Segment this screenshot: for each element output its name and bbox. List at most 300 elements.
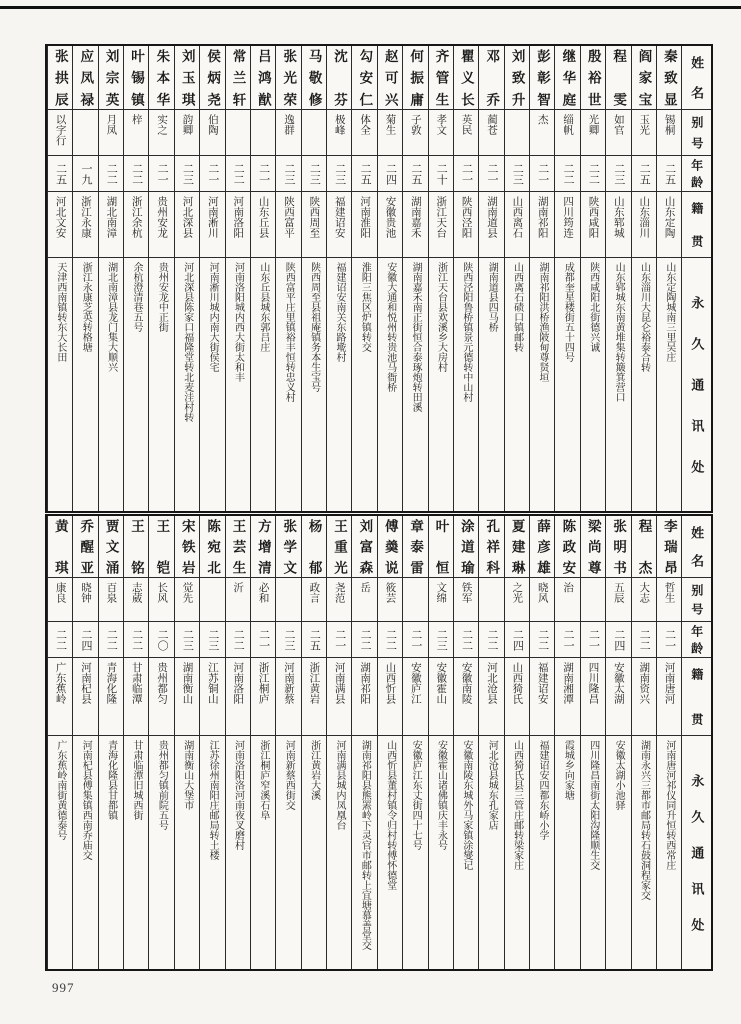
age-cell bbox=[251, 156, 275, 192]
native-cell bbox=[530, 192, 554, 258]
native-cell bbox=[530, 658, 554, 736]
alias-value: 沂 bbox=[232, 582, 244, 593]
name-cell bbox=[149, 516, 173, 578]
alias-value: 筱芸 bbox=[384, 582, 396, 603]
name-cell bbox=[378, 516, 402, 578]
native-value: 湖南嘉禾 bbox=[409, 196, 421, 238]
header-age bbox=[682, 622, 711, 658]
address-value: 山西忻县董村镇令归村转傅怀德堂 bbox=[384, 740, 396, 890]
alias-cell bbox=[226, 578, 250, 622]
age-value: 二一 bbox=[536, 162, 549, 185]
address-value: 江苏徐州南阳庄邮局转土楼 bbox=[207, 740, 219, 860]
alias-value: 大志 bbox=[638, 582, 650, 603]
name-value: 傅羮说 bbox=[382, 519, 398, 574]
header-column bbox=[681, 516, 711, 969]
address-value: 安徽霍山诸佛镇庆丰永号 bbox=[435, 740, 447, 850]
alias-cell bbox=[251, 578, 275, 622]
header-alias bbox=[682, 110, 711, 156]
address-cell bbox=[149, 736, 173, 969]
age-value: 二三 bbox=[282, 162, 295, 185]
native-value: 河南洛阳 bbox=[232, 196, 244, 238]
header-address-label: 永久通讯处 bbox=[689, 296, 705, 473]
entry-column bbox=[148, 46, 173, 511]
address-value: 淮阳三焦区炉镇转交 bbox=[359, 262, 371, 352]
age-cell bbox=[99, 622, 123, 658]
age-cell bbox=[530, 622, 554, 658]
age-value: 二二 bbox=[384, 628, 397, 651]
address-value: 成都奎星楼街五十四号 bbox=[562, 262, 574, 362]
alias-value: 杰 bbox=[536, 114, 548, 125]
age-cell bbox=[555, 622, 579, 658]
name-cell bbox=[200, 46, 224, 110]
alias-cell bbox=[581, 578, 605, 622]
entry-column bbox=[453, 46, 478, 511]
native-cell bbox=[632, 192, 656, 258]
age-value: 二一 bbox=[562, 628, 575, 651]
native-cell bbox=[657, 192, 681, 258]
name-value: 贾文涌 bbox=[103, 519, 119, 574]
name-value: 殷裕世 bbox=[585, 49, 601, 106]
address-cell bbox=[429, 736, 453, 969]
native-value: 河南新蔡 bbox=[282, 662, 294, 704]
age-cell bbox=[175, 156, 199, 192]
address-value: 贵州都匀镇前院五号 bbox=[156, 740, 168, 830]
name-value: 李瑞昂 bbox=[661, 519, 677, 574]
name-value: 程杰 bbox=[636, 519, 652, 574]
entry-column bbox=[529, 516, 554, 969]
address-value: 安徽庐江东丈街四十七号 bbox=[410, 740, 422, 850]
header-name bbox=[682, 516, 711, 578]
address-cell bbox=[48, 736, 72, 969]
entry-column bbox=[301, 46, 326, 511]
address-value: 福建诏安南关东路墘村 bbox=[333, 262, 345, 362]
name-value: 张拱辰 bbox=[52, 49, 68, 106]
entry-column bbox=[326, 46, 351, 511]
alias-cell bbox=[226, 110, 250, 156]
name-value: 黄琪 bbox=[52, 519, 68, 574]
alias-cell bbox=[200, 110, 224, 156]
age-value: 二十 bbox=[435, 162, 448, 185]
native-cell bbox=[200, 192, 224, 258]
entry-column bbox=[47, 516, 72, 969]
entry-column bbox=[148, 516, 173, 969]
address-cell bbox=[200, 736, 224, 969]
age-value: 二一 bbox=[257, 628, 270, 651]
address-cell bbox=[632, 258, 656, 511]
age-cell bbox=[327, 622, 351, 658]
address-value: 湖南衡山大堡市 bbox=[181, 740, 193, 810]
address-cell bbox=[454, 736, 478, 969]
age-cell bbox=[581, 156, 605, 192]
native-value: 陕西咸阳 bbox=[587, 196, 599, 238]
alias-cell bbox=[657, 578, 681, 622]
name-cell bbox=[530, 46, 554, 110]
age-value: 二三 bbox=[181, 162, 194, 185]
age-value: 二二 bbox=[54, 628, 67, 651]
address-cell bbox=[429, 258, 453, 511]
name-cell bbox=[657, 46, 681, 110]
alias-value: 如官 bbox=[612, 114, 624, 135]
age-value: 二一 bbox=[206, 162, 219, 185]
native-cell bbox=[175, 192, 199, 258]
native-value: 安徽太湖 bbox=[612, 662, 624, 704]
name-value: 薛彦雄 bbox=[534, 519, 550, 574]
address-cell bbox=[632, 736, 656, 969]
alias-cell bbox=[530, 578, 554, 622]
entry-column bbox=[199, 516, 224, 969]
alias-value: 极峰 bbox=[333, 114, 345, 135]
header-name bbox=[682, 46, 711, 110]
age-cell bbox=[48, 156, 72, 192]
address-value: 安徽大通和悦州转贵池马衙桥 bbox=[384, 262, 396, 392]
name-value: 叶恒 bbox=[433, 519, 449, 574]
name-cell bbox=[479, 516, 503, 578]
age-cell bbox=[429, 622, 453, 658]
header-native bbox=[682, 192, 711, 258]
native-cell bbox=[429, 658, 453, 736]
name-cell bbox=[124, 46, 148, 110]
address-cell bbox=[403, 736, 427, 969]
alias-value: 文绵 bbox=[435, 582, 447, 603]
native-value: 青海化隆 bbox=[105, 662, 117, 704]
address-value: 福建诏安四都东峤小学 bbox=[536, 740, 548, 840]
alias-cell bbox=[200, 578, 224, 622]
alias-cell bbox=[606, 110, 630, 156]
alias-cell bbox=[302, 578, 326, 622]
alias-cell bbox=[99, 578, 123, 622]
name-cell bbox=[99, 516, 123, 578]
native-value: 山东定陶 bbox=[663, 196, 675, 238]
age-cell bbox=[555, 156, 579, 192]
age-cell bbox=[276, 622, 300, 658]
native-value: 山东丘县 bbox=[257, 196, 269, 238]
address-value: 贵州安龙中正街 bbox=[156, 262, 168, 332]
native-value: 浙江黄岩 bbox=[308, 662, 320, 704]
age-value: 二五 bbox=[54, 162, 67, 185]
native-value: 福建诏安 bbox=[536, 662, 548, 704]
entry-column bbox=[98, 516, 123, 969]
native-cell bbox=[276, 192, 300, 258]
native-value: 湖南湘潭 bbox=[562, 662, 574, 704]
header-native-label: 籍贯 bbox=[689, 668, 704, 725]
alias-cell bbox=[99, 110, 123, 156]
name-value: 阎家宝 bbox=[636, 49, 652, 106]
age-cell bbox=[632, 622, 656, 658]
native-cell bbox=[149, 192, 173, 258]
alias-value: 之光 bbox=[511, 582, 523, 603]
native-value: 安徽贵池 bbox=[384, 196, 396, 238]
header-alias bbox=[682, 578, 711, 622]
alias-cell bbox=[657, 110, 681, 156]
native-value: 贵州都匀 bbox=[156, 662, 168, 704]
native-value: 山东郓城 bbox=[612, 196, 624, 238]
age-value: 二三 bbox=[206, 628, 219, 651]
native-value: 湖南祁阳 bbox=[359, 662, 371, 704]
native-cell bbox=[302, 192, 326, 258]
age-value: 二二 bbox=[105, 162, 118, 185]
address-value: 安徽太湖小池驿 bbox=[613, 740, 625, 810]
alias-cell bbox=[149, 110, 173, 156]
age-value: 二五 bbox=[409, 162, 422, 185]
age-value: 二五 bbox=[359, 162, 372, 185]
native-value: 陕西周至 bbox=[308, 196, 320, 238]
native-cell bbox=[581, 658, 605, 736]
address-cell bbox=[175, 258, 199, 511]
age-value: 二三 bbox=[308, 162, 321, 185]
address-value: 浙江桐庐窄溪石阜 bbox=[257, 740, 269, 820]
native-cell bbox=[403, 192, 427, 258]
native-value: 湖南祁阳 bbox=[536, 196, 548, 238]
name-value: 刘宗英 bbox=[103, 49, 119, 106]
entry-column bbox=[529, 46, 554, 511]
age-cell bbox=[581, 622, 605, 658]
address-cell bbox=[479, 258, 503, 511]
entry-column bbox=[580, 516, 605, 969]
name-value: 叶锡镇 bbox=[128, 49, 144, 106]
alias-cell bbox=[454, 110, 478, 156]
name-value: 刘富森 bbox=[357, 519, 373, 574]
native-cell bbox=[403, 658, 427, 736]
age-value: 二二 bbox=[638, 628, 651, 651]
address-cell bbox=[581, 736, 605, 969]
name-cell bbox=[505, 516, 529, 578]
name-cell bbox=[327, 46, 351, 110]
age-cell bbox=[352, 622, 376, 658]
age-value: 二一 bbox=[156, 162, 169, 185]
address-cell bbox=[530, 258, 554, 511]
name-value: 王芸生 bbox=[230, 519, 246, 574]
address-cell bbox=[99, 258, 123, 511]
age-cell bbox=[149, 622, 173, 658]
entry-column bbox=[275, 46, 300, 511]
entry-column bbox=[504, 46, 529, 511]
address-value: 河南洛阳城内西大街太和丰 bbox=[232, 262, 244, 382]
alias-value: 伯陶 bbox=[206, 114, 218, 135]
native-value: 浙江天台 bbox=[435, 196, 447, 238]
age-value: 二三 bbox=[282, 628, 295, 651]
address-value: 陕西富平庄里镇裕丰恒转忠义村 bbox=[283, 262, 295, 402]
native-cell bbox=[251, 658, 275, 736]
age-cell bbox=[302, 622, 326, 658]
alias-cell bbox=[352, 110, 376, 156]
name-cell bbox=[251, 516, 275, 578]
entry-column bbox=[580, 46, 605, 511]
address-cell bbox=[555, 736, 579, 969]
address-value: 湖南祁阳洪桥渔陂甸尊贤垣 bbox=[536, 262, 548, 382]
alias-value: 康良 bbox=[54, 582, 66, 603]
address-value: 湖北南漳县龙门集大顺兴 bbox=[105, 262, 117, 372]
header-age bbox=[682, 156, 711, 192]
alias-cell bbox=[530, 110, 554, 156]
name-value: 何振庸 bbox=[408, 49, 424, 106]
native-value: 安徽庐江 bbox=[409, 662, 421, 704]
header-address-label: 永久通讯处 bbox=[689, 774, 705, 931]
address-cell bbox=[302, 736, 326, 969]
age-cell bbox=[200, 156, 224, 192]
name-cell bbox=[555, 516, 579, 578]
native-value: 浙江余杭 bbox=[130, 196, 142, 238]
address-cell bbox=[657, 736, 681, 969]
age-value: 二二 bbox=[485, 628, 498, 651]
name-cell bbox=[454, 46, 478, 110]
native-value: 福建诏安 bbox=[333, 196, 345, 238]
name-cell bbox=[251, 46, 275, 110]
header-address bbox=[682, 736, 711, 969]
address-value: 安徽南陵东城外马家镇涂燮记 bbox=[460, 740, 472, 870]
address-cell bbox=[327, 736, 351, 969]
age-value: 二一 bbox=[587, 628, 600, 651]
name-cell bbox=[454, 516, 478, 578]
native-value: 江苏铜山 bbox=[206, 662, 218, 704]
alias-value: 菊生 bbox=[384, 114, 396, 135]
age-cell bbox=[251, 622, 275, 658]
age-value: 二二 bbox=[232, 162, 245, 185]
alias-cell bbox=[149, 578, 173, 622]
address-value: 余杭澄清巷五号 bbox=[130, 262, 142, 332]
alias-value: 逸群 bbox=[282, 114, 294, 135]
name-value: 齐管生 bbox=[433, 49, 449, 106]
address-cell bbox=[276, 258, 300, 511]
native-value: 河南淅川 bbox=[206, 196, 218, 238]
native-value: 河南满县 bbox=[333, 662, 345, 704]
age-value: 二一 bbox=[485, 162, 498, 185]
alias-cell bbox=[403, 110, 427, 156]
name-cell bbox=[429, 46, 453, 110]
age-cell bbox=[226, 622, 250, 658]
age-value: 二三 bbox=[435, 628, 448, 651]
name-value: 马敬修 bbox=[306, 49, 322, 106]
header-native bbox=[682, 658, 711, 736]
entry-column bbox=[250, 516, 275, 969]
address-value: 河南满县城内凤凰台 bbox=[333, 740, 345, 830]
native-value: 安徽霍山 bbox=[435, 662, 447, 704]
address-value: 河南唐河祁仪同升恒转西常庄 bbox=[663, 740, 675, 870]
alias-cell bbox=[302, 110, 326, 156]
address-value: 甘肃临潭旧城西街 bbox=[130, 740, 142, 820]
native-value: 贵州安龙 bbox=[156, 196, 168, 238]
name-cell bbox=[124, 516, 148, 578]
address-value: 陕西咸阳北街德兴诚 bbox=[587, 262, 599, 352]
native-value: 山西忻县 bbox=[384, 662, 396, 704]
native-cell bbox=[352, 658, 376, 736]
name-cell bbox=[581, 46, 605, 110]
name-value: 杨郁 bbox=[306, 519, 322, 574]
native-value: 山西离石 bbox=[511, 196, 523, 238]
native-value: 湖南资兴 bbox=[638, 662, 650, 704]
address-cell bbox=[251, 736, 275, 969]
alias-cell bbox=[73, 110, 97, 156]
register-table-top bbox=[45, 44, 713, 513]
alias-value: 梓 bbox=[130, 114, 142, 125]
entry-column bbox=[275, 516, 300, 969]
address-value: 湖南祁阳县熊罴岭下灵官市邮转上宜塘慕善堂交 bbox=[359, 740, 371, 950]
native-cell bbox=[454, 192, 478, 258]
entry-column bbox=[631, 46, 656, 511]
name-value: 吕鸿猷 bbox=[255, 49, 271, 106]
alias-cell bbox=[555, 110, 579, 156]
age-cell bbox=[657, 156, 681, 192]
native-cell bbox=[479, 658, 503, 736]
entry-column bbox=[225, 516, 250, 969]
alias-value: 实之 bbox=[156, 114, 168, 135]
address-value: 湖南道县四马桥 bbox=[486, 262, 498, 332]
age-cell bbox=[99, 156, 123, 192]
name-cell bbox=[657, 516, 681, 578]
native-value: 四川筠连 bbox=[562, 196, 574, 238]
address-cell bbox=[505, 258, 529, 511]
name-cell bbox=[530, 516, 554, 578]
age-cell bbox=[378, 622, 402, 658]
age-value: 二一 bbox=[460, 162, 473, 185]
native-cell bbox=[429, 192, 453, 258]
native-value: 河北深县 bbox=[181, 196, 193, 238]
age-cell bbox=[403, 156, 427, 192]
alias-value: 韵卿 bbox=[181, 114, 193, 135]
header-age-label: 年龄 bbox=[689, 625, 704, 654]
native-cell bbox=[352, 192, 376, 258]
age-value: 二二 bbox=[130, 628, 143, 651]
alias-value: 百泉 bbox=[105, 582, 117, 603]
register-tables bbox=[45, 44, 713, 971]
address-cell bbox=[530, 736, 554, 969]
alias-value: 政言 bbox=[308, 582, 320, 603]
native-cell bbox=[276, 658, 300, 736]
name-cell bbox=[352, 516, 376, 578]
native-value: 河南唐河 bbox=[663, 662, 675, 704]
entry-column bbox=[123, 46, 148, 511]
header-alias-label: 别号 bbox=[689, 116, 704, 149]
address-cell bbox=[505, 736, 529, 969]
native-value: 河南洛阳 bbox=[232, 662, 244, 704]
name-value: 侯炳尧 bbox=[205, 49, 221, 106]
name-value: 朱本华 bbox=[154, 49, 170, 106]
address-cell bbox=[352, 258, 376, 511]
alias-cell bbox=[378, 578, 402, 622]
name-value: 刘玉琪 bbox=[179, 49, 195, 106]
address-cell bbox=[124, 258, 148, 511]
name-value: 赵可兴 bbox=[382, 49, 398, 106]
age-value: 二三 bbox=[333, 162, 346, 185]
entry-column bbox=[554, 516, 579, 969]
entry-column bbox=[72, 516, 97, 969]
alias-cell bbox=[378, 110, 402, 156]
name-cell bbox=[378, 46, 402, 110]
address-cell bbox=[657, 258, 681, 511]
native-value: 陕西泾阳 bbox=[460, 196, 472, 238]
address-value: 河南淅川城内南大街侯宅 bbox=[207, 262, 219, 372]
name-value: 孔祥科 bbox=[484, 519, 500, 574]
age-cell bbox=[530, 156, 554, 192]
native-cell bbox=[99, 658, 123, 736]
age-value: 一九 bbox=[79, 162, 92, 185]
entry-column bbox=[478, 516, 503, 969]
native-cell bbox=[632, 658, 656, 736]
name-value: 沈芬 bbox=[331, 49, 347, 106]
alias-cell bbox=[581, 110, 605, 156]
entry-column bbox=[605, 46, 630, 511]
name-cell bbox=[149, 46, 173, 110]
alias-value: 锡桐 bbox=[663, 114, 675, 135]
native-value: 湖南衡山 bbox=[181, 662, 193, 704]
native-cell bbox=[124, 192, 148, 258]
age-value: 二五 bbox=[308, 628, 321, 651]
age-cell bbox=[327, 156, 351, 192]
address-cell bbox=[479, 736, 503, 969]
address-cell bbox=[581, 258, 605, 511]
age-value: 二二 bbox=[130, 162, 143, 185]
name-cell bbox=[403, 46, 427, 110]
native-value: 湖北南漳 bbox=[105, 196, 117, 238]
